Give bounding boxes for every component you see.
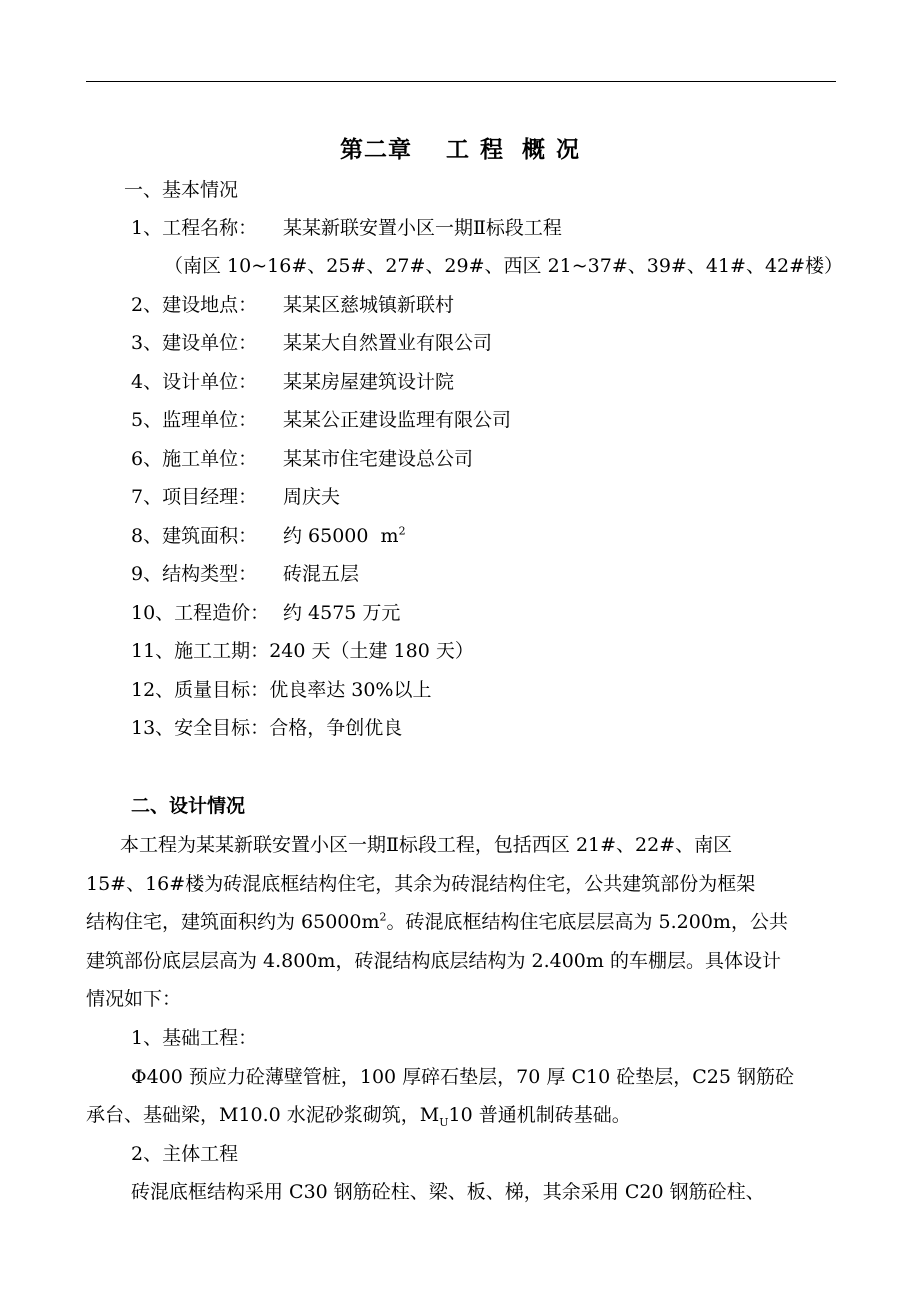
info-row-project-name: 1、工程名称： 某某新联安置小区一期Ⅱ标段工程 — [131, 217, 562, 239]
foundation-text-line: 承台、基础梁，M10.0 水泥砂浆砌筑，$M_U10$ 普通机制砖基础。 — [86, 1104, 631, 1129]
header-rule — [86, 81, 836, 82]
info-row-owner: 3、建设单位： 某某大自然置业有限公司 — [131, 332, 493, 354]
design-paragraph-line: 建筑部份底层层高为 4.800m，砖混结构底层结构为 2.400m 的车棚层。具体设计 — [86, 950, 781, 972]
subsection-heading-foundation: 1、基础工程： — [131, 1027, 258, 1049]
design-paragraph-line: 结构住宅，建筑面积约为 $65000m^2$。砖混底框结构住宅底层层高为 5.200m，公共 — [86, 910, 788, 933]
info-row-contractor: 6、施工单位： 某某市住宅建设总公司 — [131, 448, 474, 470]
info-row-cost: 10、工程造价： 约 4575 万元 — [131, 602, 401, 624]
foundation-text-line: Φ400 预应力砼薄壁管桩，100 厚碎石垫层，70 厚 C10 砼垫层，C25 钢筋砼 — [131, 1066, 794, 1088]
info-row-location: 2、建设地点： 某某区慈城镇新联村 — [131, 294, 455, 316]
info-row-area: 8、建筑面积： 约 65000 $m^2$ — [131, 524, 406, 547]
subsection-heading-main-structure: 2、主体工程 — [131, 1143, 239, 1165]
info-row-designer: 4、设计单位： 某某房屋建筑设计院 — [131, 371, 455, 393]
info-row-supervisor: 5、监理单位： 某某公正建设监理有限公司 — [131, 409, 512, 431]
chapter-title: 第二章 工 程 概 况 — [340, 136, 580, 163]
info-row-duration: 11、施工工期：240 天（土建 180 天） — [131, 640, 474, 662]
section-heading-design: 二、设计情况 — [131, 795, 246, 817]
info-row-safety: 13、安全目标：合格，争创优良 — [131, 717, 403, 739]
section-heading-basic: 一、基本情况 — [124, 179, 239, 201]
design-paragraph-line: 本工程为某某新联安置小区一期Ⅱ标段工程，包括西区 21#、22#、南区 — [120, 834, 733, 856]
info-row-buildings: （南区 10~16#、25#、27#、29#、西区 21~37#、39#、41#、42#楼） — [164, 255, 844, 277]
design-paragraph-line: 15#、16#楼为砖混底框结构住宅，其余为砖混结构住宅，公共建筑部份为框架 — [86, 873, 756, 895]
design-paragraph-line: 情况如下： — [86, 988, 182, 1010]
main-structure-text-line: 砖混底框结构采用 C30 钢筋砼柱、梁、板、梯，其余采用 C20 钢筋砼柱、 — [131, 1181, 765, 1203]
info-row-manager: 7、项目经理： 周庆夫 — [131, 486, 341, 508]
info-row-structure: 9、结构类型： 砖混五层 — [131, 563, 360, 585]
info-row-quality: 12、质量目标：优良率达 30%以上 — [131, 679, 432, 701]
